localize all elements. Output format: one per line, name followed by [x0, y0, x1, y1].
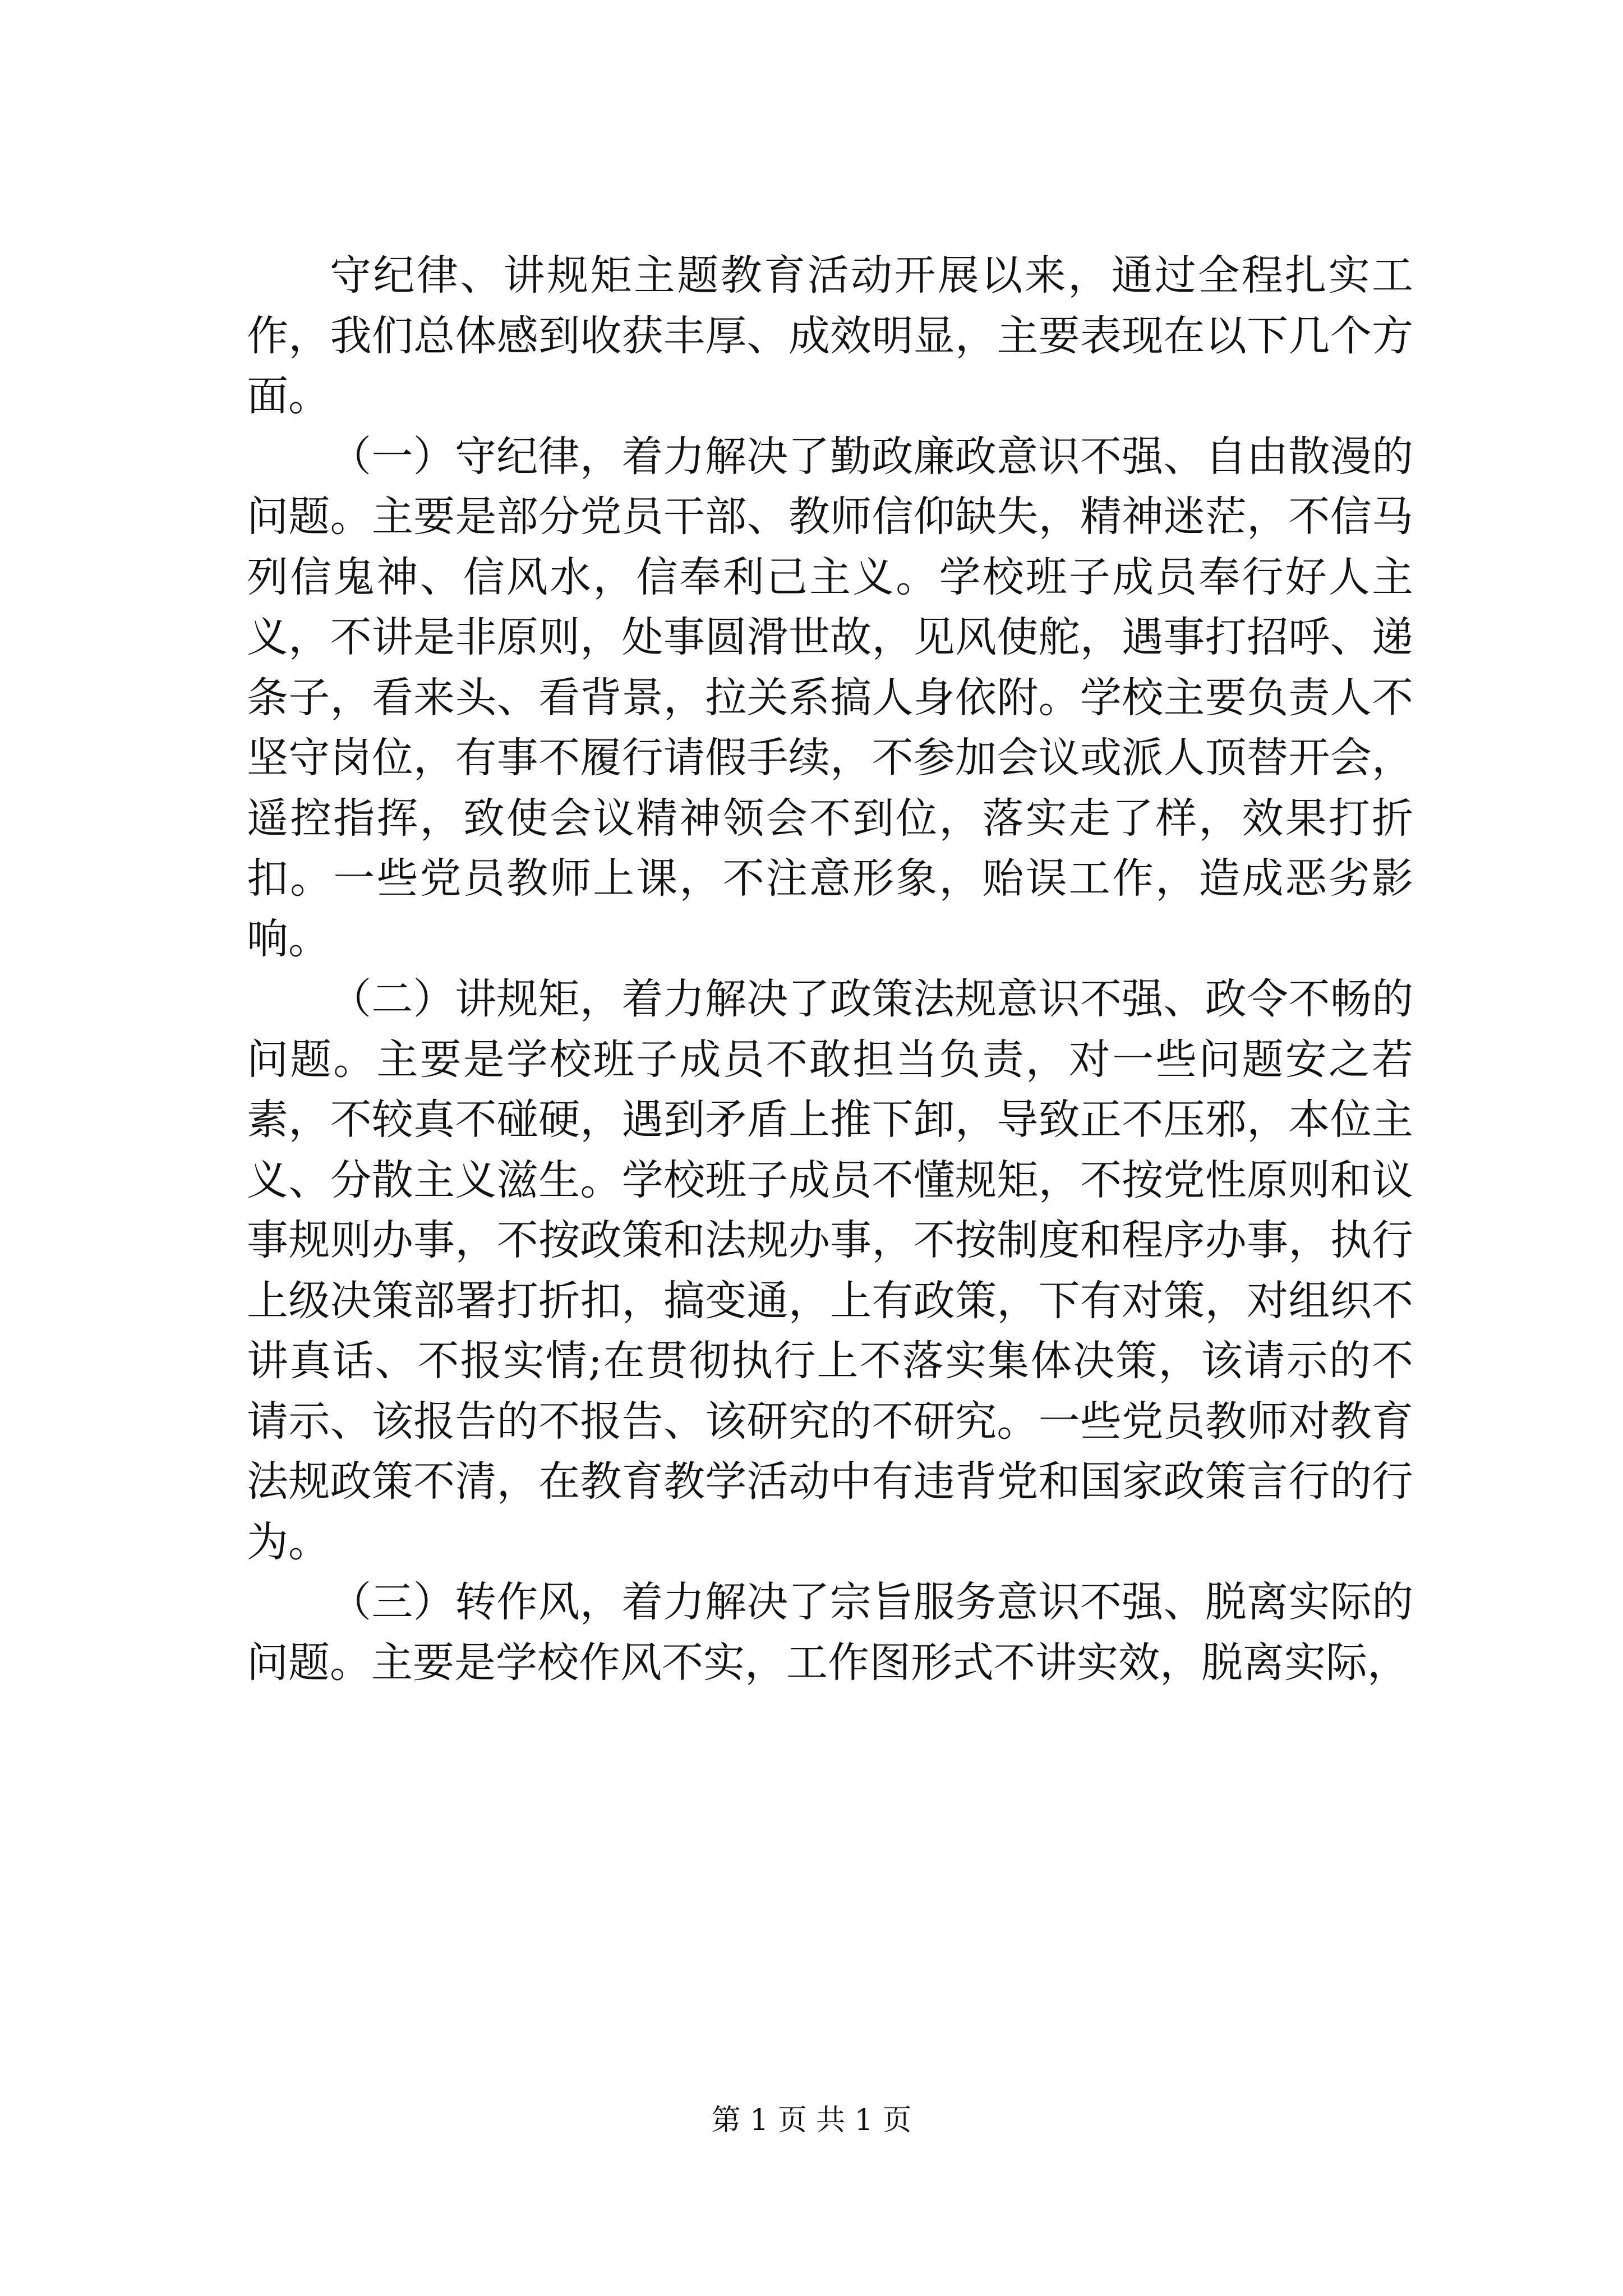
document-body: [247, 246, 1413, 1693]
paragraph-section-2: （二）讲规矩，着力解决了政策法规意识不强、政令不畅的问题。主要是学校班子成员不敢担当负责，对一些问题安之若素，不较真不碰硬，遇到矛盾上推下卸，导致正不压邪，本位主义、分散主义滋生。学校班子成员不懂规矩，不按党性原则和议事规则办事，不按政策和法规办事，不按制度和程序办事，执行上级决策部署打折扣，搞变通，上有政策，下有对策，对组织不讲真话、不报实情;在贯彻执行上不落实集体决策，该请示的不请示、该报告的不报告、该研究的不研究。一些党员教师对教育法规政策不清，在教育教学活动中有违背党和国家政策言行的行为。: [247, 975, 1413, 1566]
paragraph-section-1: （一）守纪律，着力解决了勤政廉政意识不强、自由散漫的问题。主要是部分党员干部、教师信仰缺失，精神迷茫，不信马列信鬼神、信风水，信奉利己主义。学校班子成员奉行好人主义，不讲是非原则，处事圆滑世故，见风使舵，遇事打招呼、递条子，看来头、看背景，拉关系搞人身依附。学校主要负责人不坚守岗位，有事不履行请假手续，不参加会议或派人顶替开会，遥控指挥，致使会议精神领会不到位，落实走了样，效果打折扣。一些党员教师上课，不注意形象，贻误工作，造成恶劣影响。: [247, 432, 1413, 963]
paragraph-section-3: （三）转作风，着力解决了宗旨服务意识不强、脱离实际的问题。主要是学校作风不实，工作图形式不讲实效，脱离实际，: [247, 1578, 1413, 1687]
page-footer: 第 1 页 共 1 页: [711, 2104, 912, 2137]
paragraph-intro: 守纪律、讲规矩主题教育活动开展以来，通过全程扎实工作，我们总体感到收获丰厚、成效明显，主要表现在以下几个方面。: [247, 251, 1413, 420]
